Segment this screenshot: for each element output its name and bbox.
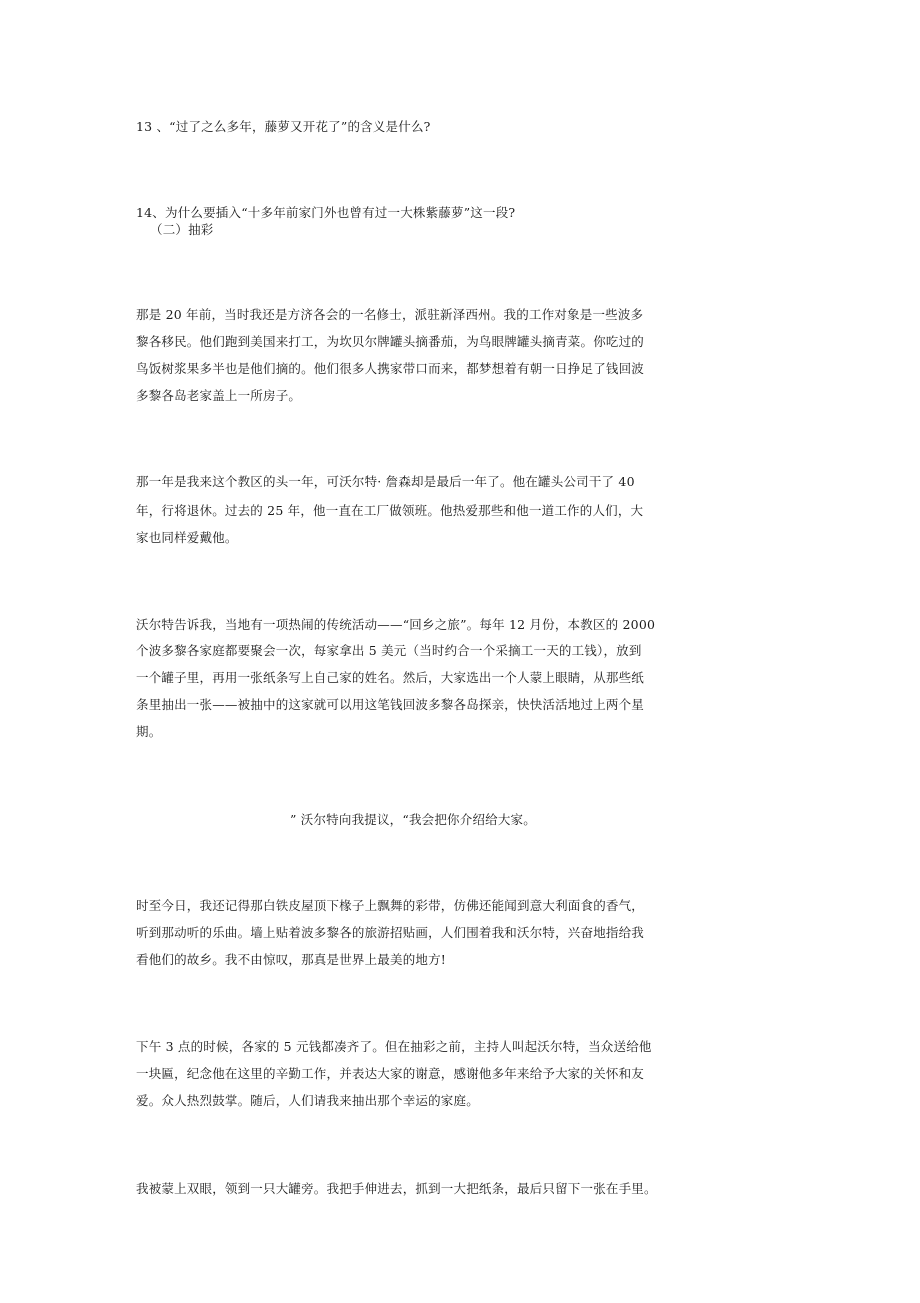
paragraph-4: ” 沃尔特向我提议，“我会把你介绍给大家。 <box>290 812 536 827</box>
paragraph-line: 一个罐子里，再用一张纸条写上自己家的姓名。然后，大家选出一个人蒙上眼睛，从那些纸 <box>136 670 645 685</box>
paragraph-line: 年，行将退休。过去的 25 年，他一直在工厂做领班。他热爱那些和他一道工作的人们，大 <box>136 503 644 518</box>
paragraph-line: 期。 <box>136 724 162 739</box>
paragraph-line: 家也同样爱戴他。 <box>136 530 238 545</box>
paragraph-line: 多黎各岛老家盖上一所房子。 <box>136 388 302 403</box>
paragraph-line: 爱。众人热烈鼓掌。随后，人们请我来抽出那个幸运的家庭。 <box>136 1093 479 1108</box>
paragraph-line: 那一年是我来这个教区的头一年，可沃尔特· 詹森却是最后一年了。他在罐头公司干了 40 <box>136 474 635 489</box>
paragraph-line: 鸟饭树浆果多半也是他们摘的。他们很多人携家带口而来，都梦想着有朝一日挣足了钱回波 <box>136 361 645 376</box>
paragraph-7: 我被蒙上双眼，领到一只大罐旁。我把手伸进去，抓到一大把纸条，最后只留下一张在手里。 <box>136 1181 657 1196</box>
paragraph-line: 听到那动听的乐曲。墙上贴着波多黎各的旅游招贴画，人们围着我和沃尔特，兴奋地指给我 <box>136 925 645 940</box>
paragraph-line: 那是 20 年前，当时我还是方济各会的一名修士，派驻新泽西州。我的工作对象是一些波多 <box>136 307 644 322</box>
paragraph-line: 下午 3 点的时候，各家的 5 元钱都凑齐了。但在抽彩之前，主持人叫起沃尔特，当众送给他 <box>136 1039 652 1054</box>
paragraph-line: 时至今日，我还记得那白铁皮屋顶下椽子上飘舞的彩带，仿佛还能闻到意大利面食的香气， <box>136 898 645 913</box>
paragraph-line: 一块匾，纪念他在这里的辛勤工作，并表达大家的谢意，感谢他多年来给予大家的关怀和友 <box>136 1066 645 1081</box>
paragraph-line: 个波多黎各家庭都要聚会一次，每家拿出 5 美元（当时约合一个采摘工一天的工钱），放到 <box>136 643 642 658</box>
section-title: （二）抽彩 <box>150 222 214 237</box>
paragraph-line: 条里抽出一张——被抽中的这家就可以用这笔钱回波多黎各岛探亲，快快活活地过上两个星 <box>136 697 645 712</box>
paragraph-line: 沃尔特告诉我，当地有一项热闹的传统活动——“回乡之旅”。每年 12 月份，本教区的 2000 <box>136 617 656 632</box>
paragraph-line: 看他们的故乡。我不由惊叹，那真是世界上最美的地方! <box>136 952 447 967</box>
question-13: 13 、“过了之么多年，藤萝又开花了”的含义是什么? <box>136 119 431 134</box>
question-14: 14、为什么要插入“十多年前家门外也曾有过一大株紫藤萝”这一段? <box>136 205 516 220</box>
paragraph-line: 黎各移民。他们跑到美国来打工，为坎贝尔牌罐头摘番茄，为鸟眼牌罐头摘青菜。你吃过的 <box>136 334 645 349</box>
